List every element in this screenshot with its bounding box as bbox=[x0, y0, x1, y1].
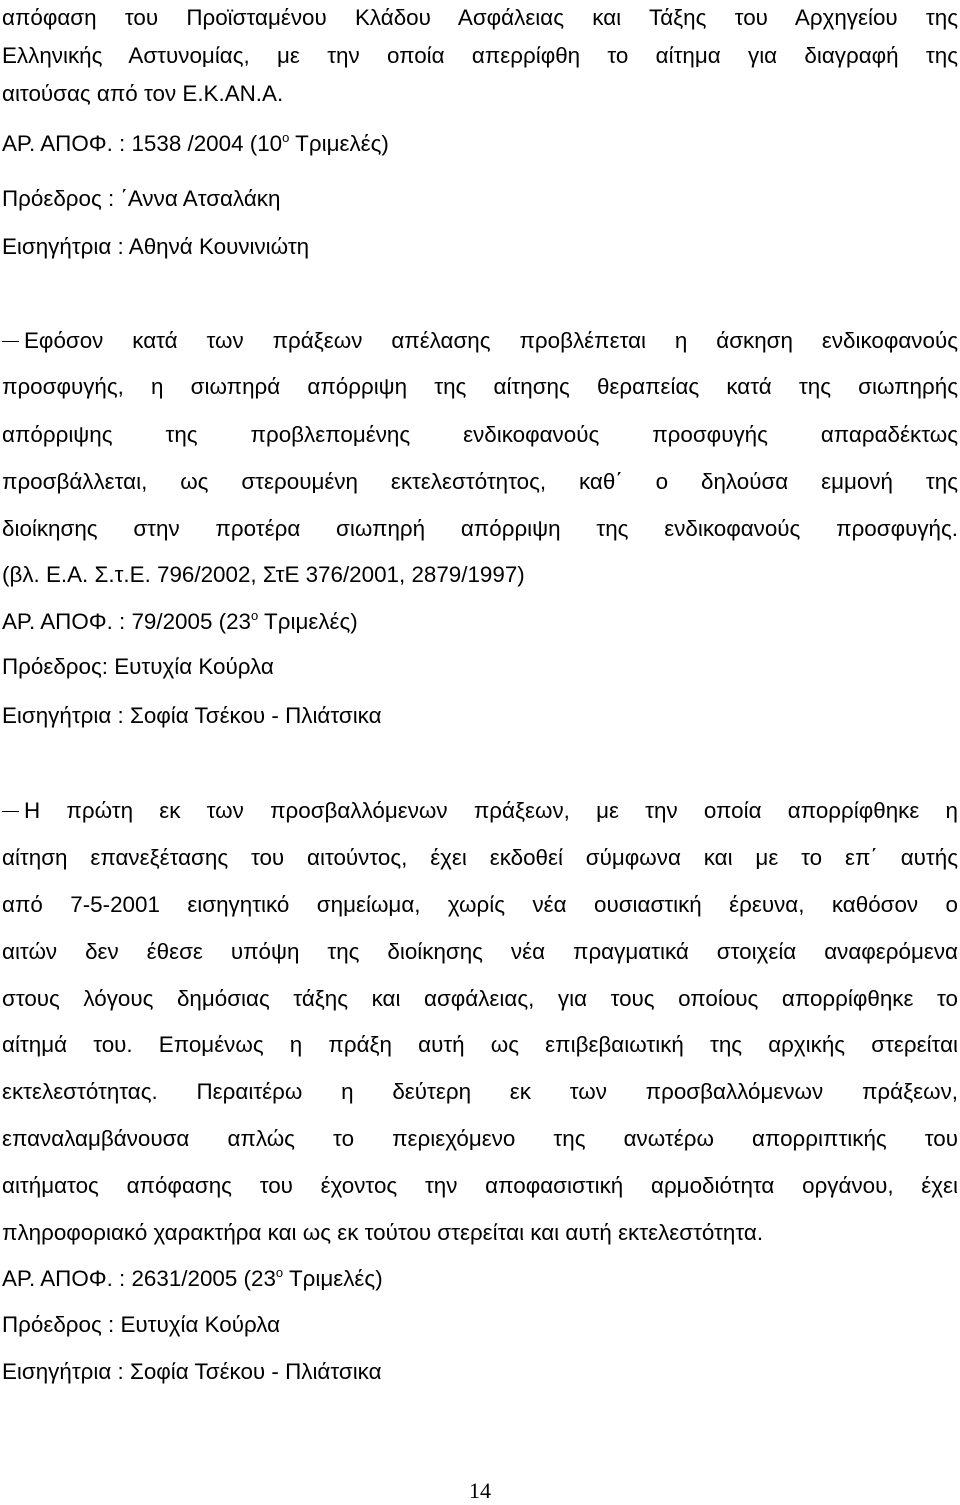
dash-bullet-icon bbox=[2, 341, 19, 342]
dash-bullet-icon bbox=[2, 811, 19, 812]
decision-rapporteur: Εισηγήτρια : Σοφία Τσέκου - Πλιάτσικα bbox=[2, 1359, 382, 1384]
paragraph-line: απόφαση του Προϊσταμένου Κλάδου Ασφάλειας και Τάξης του Αρχηγείου της bbox=[2, 5, 958, 30]
summary-line: από 7-5-2001 εισηγητικό σημείωμα, χωρίς νέα ουσιαστική έρευνα, καθόσον ο bbox=[2, 892, 958, 917]
decision-reference: ΑΡ. ΑΠΟΦ. : 1538 /2004 ($10^o$ Τριμελές) bbox=[2, 130, 389, 156]
summary-line: αιτήματος απόφασης του έχοντος την αποφασιστική αρμοδιότητα οργάνου, έχει bbox=[2, 1173, 958, 1198]
decision-reference: ΑΡ. ΑΠΟΦ. : 2631/2005 ($23^o$ Τριμελές) bbox=[2, 1265, 383, 1291]
summary-line: απόρριψης της προβλεπομένης ενδικοφανούς προσφυγής απαραδέκτως bbox=[2, 422, 958, 447]
summary-line: προσφυγής, η σιωπηρά απόρριψη της αίτησης θεραπείας κατά της σιωπηρής bbox=[2, 374, 958, 399]
page-number: 14 bbox=[469, 1478, 491, 1503]
decision-rapporteur: Εισηγήτρια : Σοφία Τσέκου - Πλιάτσικα bbox=[2, 703, 382, 728]
decision-president: Πρόεδρος: Ευτυχία Κούρλα bbox=[2, 654, 274, 679]
summary-line: αιτών δεν έθεσε υπόψη της διοίκησης νέα πραγματικά στοιχεία αναφερόμενα bbox=[2, 939, 958, 964]
summary-line: αίτηση επανεξέτασης του αιτούντος, έχει εκδοθεί σύμφωνα και με το επ΄ αυτής bbox=[2, 845, 958, 870]
decision-president: Πρόεδρος : ΄Αννα Ατσαλάκη bbox=[2, 186, 281, 211]
paragraph-line: αιτούσας από τον Ε.Κ.ΑΝ.Α. bbox=[2, 81, 284, 106]
summary-line: στους λόγους δημόσιας τάξης και ασφάλειας, για τους οποίους απορρίφθηκε το bbox=[2, 986, 958, 1011]
paragraph-line: Ελληνικής Αστυνομίας, με την οποία απερρίφθη το αίτημα για διαγραφή της bbox=[2, 43, 958, 68]
summary-citation: (βλ. Ε.Α. Σ.τ.Ε. 796/2002, ΣτΕ 376/2001, 2879/1997) bbox=[2, 562, 525, 587]
decision-reference: ΑΡ. ΑΠΟΦ. : 79/2005 ($23^o$ Τριμελές) bbox=[2, 608, 358, 634]
summary-line: πληροφοριακό χαρακτήρα και ως εκ τούτου στερείται και αυτή εκτελεστότητα. bbox=[2, 1220, 764, 1245]
summary-line: αίτημά του. Επομένως η πράξη αυτή ως επιβεβαιωτική της αρχικής στερείται bbox=[2, 1032, 958, 1057]
summary-line: επαναλαμβάνουσα απλώς το περιεχόμενο της ανωτέρω απορριπτικής του bbox=[2, 1126, 958, 1151]
summary-line: διοίκησης στην προτέρα σιωπηρή απόρριψη της ενδικοφανούς προσφυγής. bbox=[2, 516, 958, 541]
decision-president: Πρόεδρος : Ευτυχία Κούρλα bbox=[2, 1312, 281, 1337]
decision-rapporteur: Εισηγήτρια : Αθηνά Κουνινιώτη bbox=[2, 234, 310, 259]
summary-line: Η πρώτη εκ των προσβαλλόμενων πράξεων, με την οποία απορρίφθηκε η bbox=[24, 798, 958, 823]
summary-line: Εφόσον κατά των πράξεων απέλασης προβλέπεται η άσκηση ενδικοφανούς bbox=[24, 328, 958, 353]
summary-line: προσβάλλεται, ως στερουμένη εκτελεστότητος, καθ΄ ο δηλούσα εμμονή της bbox=[2, 469, 958, 494]
summary-line: εκτελεστότητας. Περαιτέρω η δεύτερη εκ των προσβαλλόμενων πράξεων, bbox=[2, 1079, 958, 1104]
